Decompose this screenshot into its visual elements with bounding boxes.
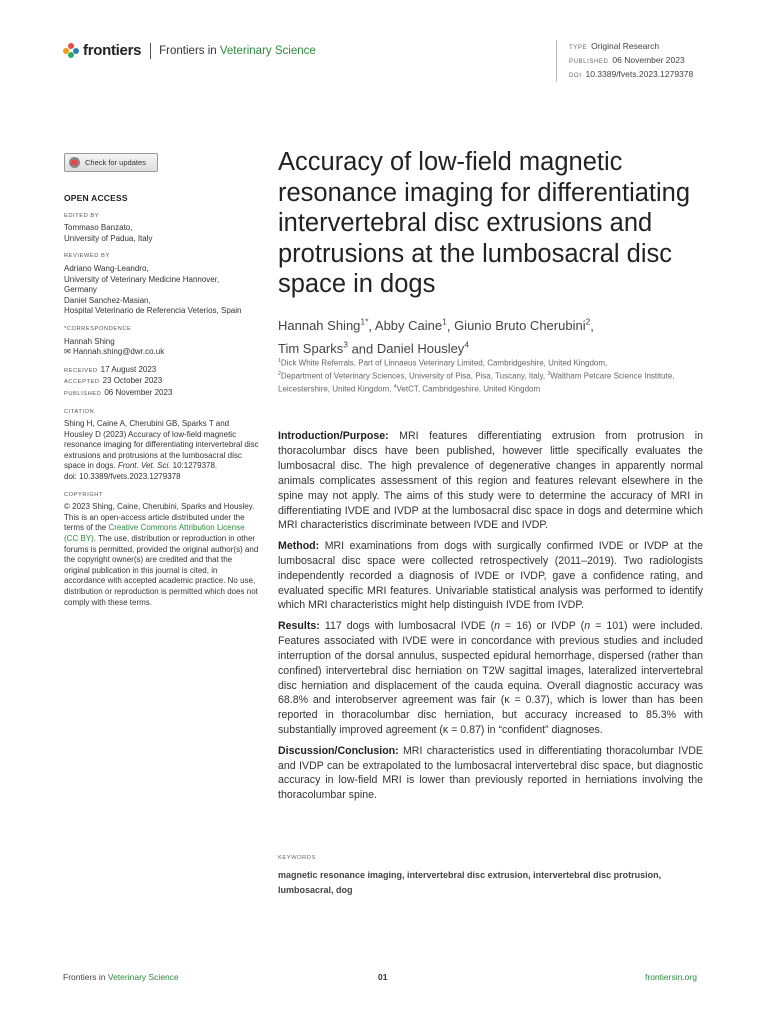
check-updates-button[interactable] (64, 153, 158, 172)
received-row (64, 365, 260, 377)
accepted-date: 23 October 2023 (102, 376, 163, 386)
citation-volume: 10:1279378. (170, 461, 218, 471)
journal-name: Veterinary Science (219, 44, 316, 57)
frontiers-logo-icon (63, 43, 79, 59)
license-link[interactable]: Creative Commons Attribution License (CC BY) (64, 523, 245, 544)
abstract-heading: Discussion/Conclusion: (278, 744, 399, 757)
type-label: TYPE (569, 45, 588, 51)
accepted-row (64, 376, 260, 388)
copyright (64, 502, 260, 608)
abstract-text: MRI features differentiating extrusion from protrusion in thoracolumbar discs have been published, however little specifically evaluates the lumbosacral disc. The high prevalence of degenerative changes in apparently normal animals complicates assessment of this region and features relevant elsewhere in the spine may not apply. The aims of this study were to determine the accuracy of MRI in differentiating IVDE and IVDP at the lumbosacral disc space in dogs and determine which MRI characteristics discriminate between IVDE and IVDP. (278, 430, 703, 532)
affiliation-sup: 4 (393, 384, 397, 391)
brand-name: frontiers (83, 42, 142, 59)
author-sep: and (347, 341, 377, 357)
abstract-text: 117 dogs with lumbosacral IVDE ( (324, 619, 495, 632)
page-number: 01 (378, 972, 388, 982)
author-sep: , (368, 318, 375, 334)
author-name: Abby Caine (374, 318, 443, 334)
reviewer-affiliation: Germany (64, 285, 97, 295)
type-value: Original Research (591, 41, 660, 51)
article-type (569, 40, 693, 54)
citation-label: CITATION (64, 408, 95, 415)
abstract-results (278, 619, 703, 738)
reviewed-by (64, 264, 260, 317)
frontiers-logo[interactable] (63, 42, 316, 59)
author-sup: 3 (343, 339, 348, 350)
author[interactable] (375, 318, 447, 333)
copyright-label: COPYRIGHT (64, 491, 103, 498)
author[interactable] (278, 318, 368, 333)
abstract-heading: Introduction/Purpose: (278, 430, 389, 442)
reviewer-name: Daniel Sanchez-Masian, (64, 295, 151, 305)
affiliation-sup: 2 (278, 371, 281, 378)
author-sup: 2 (585, 317, 591, 327)
reviewer-affiliation: University of Veterinary Medicine Hannover, (64, 274, 220, 284)
journal-prefix: Frontiers in (159, 44, 220, 57)
author-sup: 1 (442, 317, 447, 327)
reviewer-name: Adriano Wang-Leandro, (64, 263, 149, 273)
author-name: Hannah Shing (278, 318, 361, 334)
accepted-label: ACCEPTED (64, 379, 100, 386)
abstract-heading: Method: (278, 539, 320, 552)
abstract-text: = 101) were included. Features associated with IVDE were in concordance with previous studies and included interruption of the dorsal annulus, suspected epidural hemorrhage, dispersed (rather than confined) intervertebral disc herniation on T2W sagittal images, lateralized intervertebral disc herniation and displacement of the cauda equina. Overall diagnostic accuracy was 68.8% and interobserver agreement was fair (κ = 0.37), which is lower than has been reported in thoracolumbar disc herniation, but accuracy increased to 85.3% with substantially improved agreement (κ = 0.87) in “confident” diagnoses. (278, 619, 703, 737)
reviewer-affiliation: Hospital Veterinario de Referencia Veterios, Spain (64, 306, 242, 316)
affiliation: Department of Veterinary Sciences, University of Pisa, Pisa, Tuscany, Italy, (280, 371, 546, 381)
footer-journal[interactable] (63, 972, 179, 982)
affiliation: VetCT, Cambridgeshire, United Kingdom (396, 384, 541, 394)
author[interactable] (454, 318, 590, 333)
footer-site-link[interactable]: frontiersin.org (645, 972, 697, 982)
edited-by (64, 223, 260, 244)
abstract-text: MRI examinations from dogs with surgically confirmed IVDE or IVDP at the lumbosacral disc space were collected retrospectively (2011–2019). Two radiologists independently recorded a diagnosis of IVDE or IVDP, gave a confidence rating, and evaluated specific MRI features. Univariable statistical analysis was performed to identify which MRI characteristics might help distinguish IVDE from IVDP. (278, 539, 703, 612)
published-value: 06 November 2023 (612, 55, 685, 65)
article-published (569, 54, 693, 68)
author[interactable] (377, 341, 469, 356)
published-row (64, 388, 260, 400)
author-sup: 1* (360, 317, 369, 327)
citation (64, 419, 260, 483)
author-name: Daniel Housley (376, 341, 465, 357)
affiliation-sup: 1 (278, 358, 281, 364)
abstract-var: n (584, 619, 591, 632)
article-title: Accuracy of low-field magnetic resonance imaging for differentiating intervertebral disc extrusions and protrusions at the lumbosacral disc space in dogs (278, 148, 691, 298)
received-date: 17 August 2023 (100, 364, 157, 374)
author-name: Giunio Bruto Cherubini (454, 318, 586, 334)
edited-by-label: EDITED BY (64, 212, 100, 219)
abstract-heading: Results: (278, 619, 320, 632)
footer-journal-name: Veterinary Science (107, 972, 179, 982)
correspondence-label: *CORRESPONDENCE (64, 325, 132, 332)
open-access-label: OPEN ACCESS (64, 193, 128, 203)
doi-label: DOI (569, 73, 582, 79)
citation-text: Shing H, Caine A, Cherubini GB, Sparks T and Housley D (2023) Accuracy of low-field magnetic resonance imaging for differentiating intervertebral disc extrusions and protrusions at the lumbosacral disc space in dogs. (64, 419, 259, 471)
doi-link[interactable]: 10.3389/fvets.2023.1279378 (585, 69, 694, 79)
abstract-discussion (278, 744, 703, 804)
correspondence-email-row (64, 347, 260, 358)
abstract (278, 429, 703, 809)
envelope-icon: ✉ (64, 347, 71, 357)
author-name: Tim Sparks (278, 341, 344, 357)
editor-name: Tommaso Banzato, (64, 223, 133, 233)
copyright-text: © 2023 Shing, Caine, Cherubini, Sparks and Housley. This is an open-access article distributed under the terms of the (64, 502, 255, 533)
author-list (278, 313, 718, 359)
published-label: PUBLISHED (569, 59, 609, 65)
published-date: 06 November 2023 (104, 387, 173, 397)
citation-journal: Front. Vet. Sci. (117, 461, 171, 471)
article-meta (556, 40, 693, 82)
journal-title[interactable] (159, 45, 316, 57)
published-label: PUBLISHED (64, 390, 102, 397)
author-sup: 4 (464, 339, 470, 350)
abstract-var: n (494, 619, 501, 632)
affiliation: Waltham Petcare Science Institute, Leicestershire, United Kingdom, (278, 371, 675, 394)
abstract-text: MRI characteristics used in differentiating thoracolumbar IVDE and IVDP can be extrapolated to the lumbosacral intervertebral disc space, but diagnostic accuracy in low-field MRI is lower than previously reported in herniations involving the thoracolumbar spine. (278, 744, 703, 802)
check-updates-label: Check for updates (85, 158, 146, 167)
affiliation: Dick White Referrals, Part of Linnaeus Veterinary Limited, Cambridgeshire, United Kingdom, (280, 358, 608, 368)
abstract-method (278, 539, 703, 614)
correspondence-name: Hannah Shing (64, 336, 115, 346)
affiliation-sup: 3 (547, 371, 551, 378)
copyright-text: . The use, distribution or reproduction in other forums is permitted, provided the original author(s) and the copyright owner(s) are credited and that the original publication in this journal is cited, in accordance with accepted academic practice. No use, distribution or reproduction is permitted which does not comply with these terms. (64, 534, 259, 607)
keywords: magnetic resonance imaging, intervertebral disc extrusion, intervertebral disc protrusion, lumbosacral, dog (278, 870, 662, 895)
article-doi (569, 68, 693, 82)
check-updates-icon (69, 157, 80, 168)
abstract-text: = 16) or IVDP ( (500, 619, 585, 632)
correspondence-email[interactable]: Hannah.shing@dwr.co.uk (72, 347, 165, 357)
abstract-intro (278, 429, 703, 533)
editor-affiliation: University of Padua, Italy (64, 233, 153, 243)
citation-doi[interactable]: doi: 10.3389/fvets.2023.1279378 (64, 472, 181, 482)
author[interactable] (278, 341, 348, 356)
header-divider (150, 43, 151, 59)
received-label: RECEIVED (64, 367, 98, 374)
reviewed-by-label: REVIEWED BY (64, 253, 110, 260)
affiliations (278, 356, 718, 395)
keywords-label: KEYWORDS (278, 855, 316, 861)
author-sep: , (590, 318, 594, 334)
sidebar-info (64, 193, 260, 608)
author-sep: , (446, 318, 455, 334)
footer-journal-prefix: Frontiers in (63, 972, 108, 982)
